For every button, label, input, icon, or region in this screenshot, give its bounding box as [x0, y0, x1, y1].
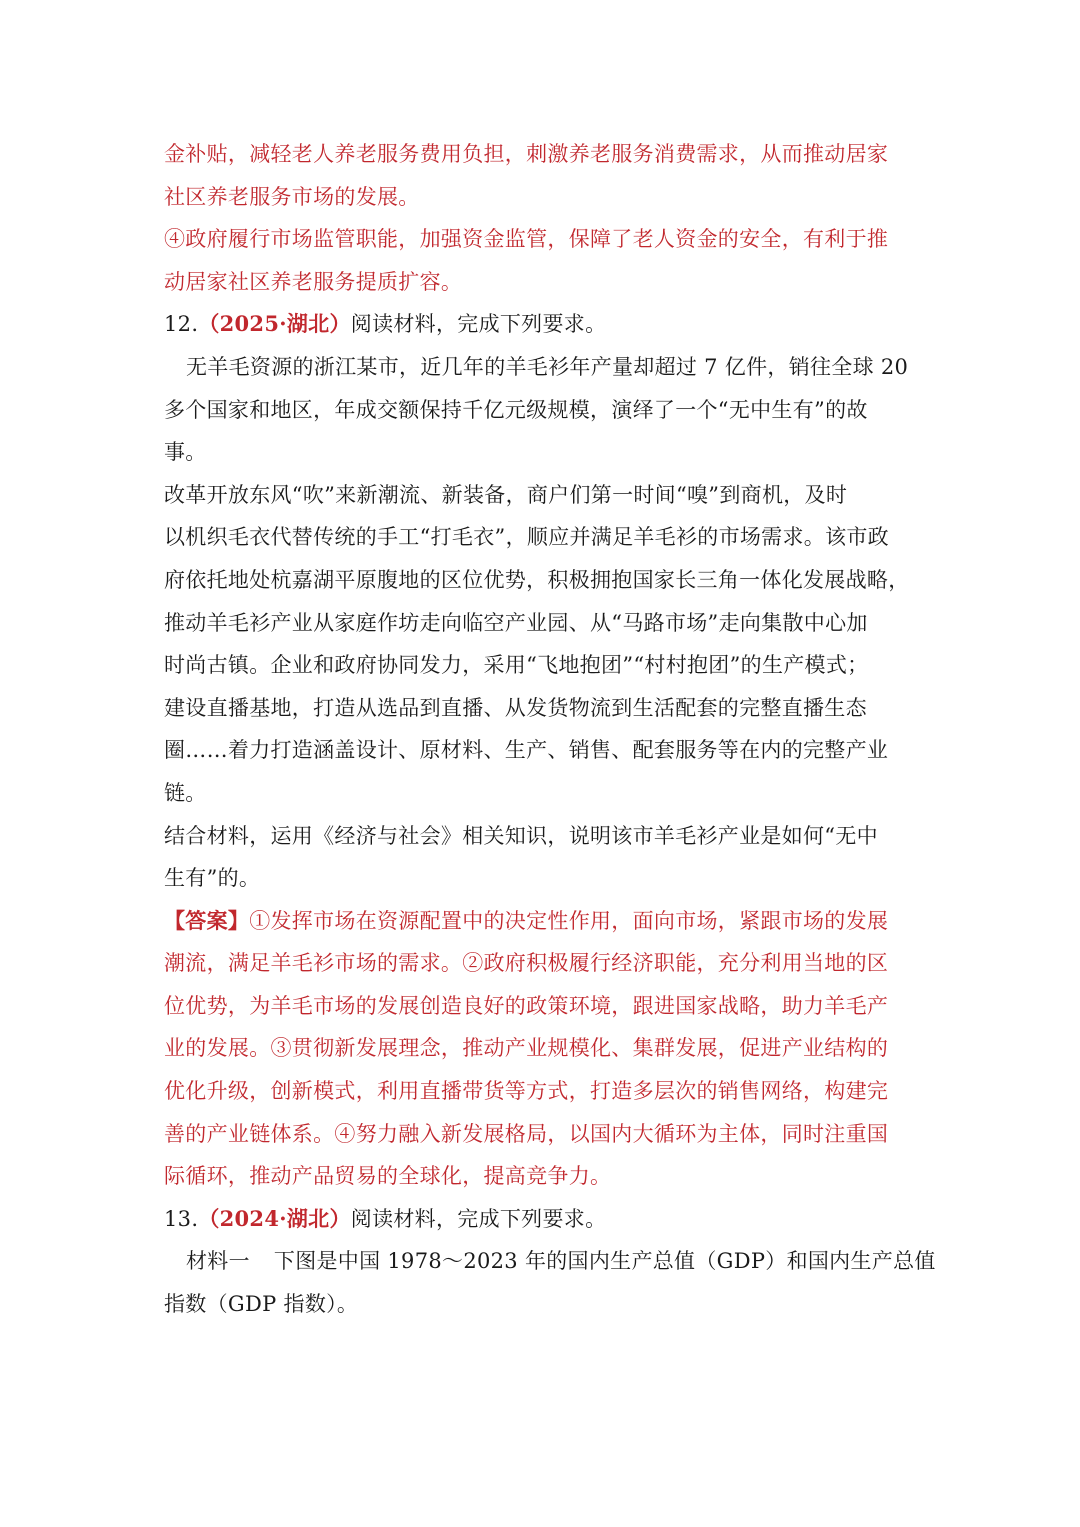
prev-answer-line: 社区养老服务市场的发展。	[164, 184, 420, 209]
answer-label: 【答案】	[164, 907, 250, 933]
prev-answer-line: 金补贴，减轻老人养老服务费用负担，刺激养老服务消费需求，从而推动居家	[164, 142, 889, 166]
answer-line: 位优势，为羊毛市场的发展创造良好的政策环境，跟进国家战略，助力羊毛产	[164, 993, 889, 1018]
question-number: 12.	[164, 312, 199, 337]
question-prompt: 阅读材料，完成下列要求。	[350, 312, 607, 337]
answer-line: 优化升级，创新模式，利用直播带货等方式，打造多层次的销售网络，构建完	[164, 1079, 889, 1104]
material-line: 圈……着力打造涵盖设计、原材料、生产、销售、配套服务等在内的完整产业	[164, 738, 889, 763]
material-line: 以机织毛衣代替传统的手工“打毛衣”，顺应并满足羊毛衫的市场需求。该市政	[164, 525, 889, 550]
answer-line: 潮流，满足羊毛衫市场的需求。②政府积极履行经济职能，充分利用当地的区	[164, 951, 889, 976]
material-line	[164, 1240, 936, 1283]
material-line: 指数（GDP 指数）。	[164, 1292, 359, 1317]
document-page	[164, 133, 936, 1326]
prev-answer-line: 动居家社区养老服务提质扩容。	[164, 269, 463, 294]
answer-line: 业的发展。③贯彻新发展理念，推动产业规模化、集群发展，促进产业结构的	[164, 1036, 889, 1061]
question-number: 13.	[164, 1206, 199, 1231]
answer-line: 善的产业链体系。④努力融入新发展格局，以国内大循环为主体，同时注重国	[164, 1121, 889, 1146]
question-prompt: 阅读材料，完成下列要求。	[350, 1206, 607, 1231]
material-line: 链。	[164, 780, 207, 805]
question-text-line: 生有”的。	[164, 866, 261, 891]
material-line: 无羊毛资源的浙江某市，近几年的羊毛衫年产量却超过 7 亿件，销往全球 20	[186, 354, 909, 379]
material-line: 时尚古镇。企业和政府协同发力，采用“飞地抱团”“村村抱团”的生产模式；	[164, 653, 869, 678]
material-line: 多个国家和地区，年成交额保持千亿元级规模，演绎了一个“无中生有”的故	[164, 397, 868, 422]
material-text: 下图是中国 1978～2023 年的国内生产总值（GDP）和国内生产总值	[273, 1249, 936, 1274]
question-13-header	[164, 1198, 924, 1241]
material-line: 推动羊毛衫产业从家庭作坊走向临空产业园、从“马路市场”走向集散中心加	[164, 610, 868, 635]
question-text-line: 结合材料，运用《经济与社会》相关知识，说明该市羊毛衫产业是如何“无中	[164, 823, 878, 848]
prev-answer-line: ④政府履行市场监管职能，加强资金监管，保障了老人资金的安全，有利于推	[164, 227, 889, 252]
answer-text: ①发挥市场在资源配置中的决定性作用，面向市场，紧跟市场的发展	[249, 908, 889, 933]
answer-line: 际循环，推动产品贸易的全球化，提高竞争力。	[164, 1164, 612, 1189]
material-label: 材料一	[186, 1249, 250, 1274]
question-source: （2025·湖北）	[198, 311, 351, 337]
material-line: 府依托地处杭嘉湖平原腹地的区位优势，积极拥抱国家长三角一体化发展战略，	[164, 567, 910, 592]
question-source: （2024·湖北）	[198, 1205, 351, 1231]
answer-line	[164, 900, 924, 943]
material-line: 改革开放东风“吹”来新潮流、新装备，商户们第一时间“嗅”到商机，及时	[164, 482, 848, 507]
material-line: 建设直播基地，打造从选品到直播、从发货物流到生活配套的完整直播生态	[164, 695, 867, 720]
material-line: 事。	[164, 440, 207, 465]
question-12-header	[164, 303, 924, 346]
